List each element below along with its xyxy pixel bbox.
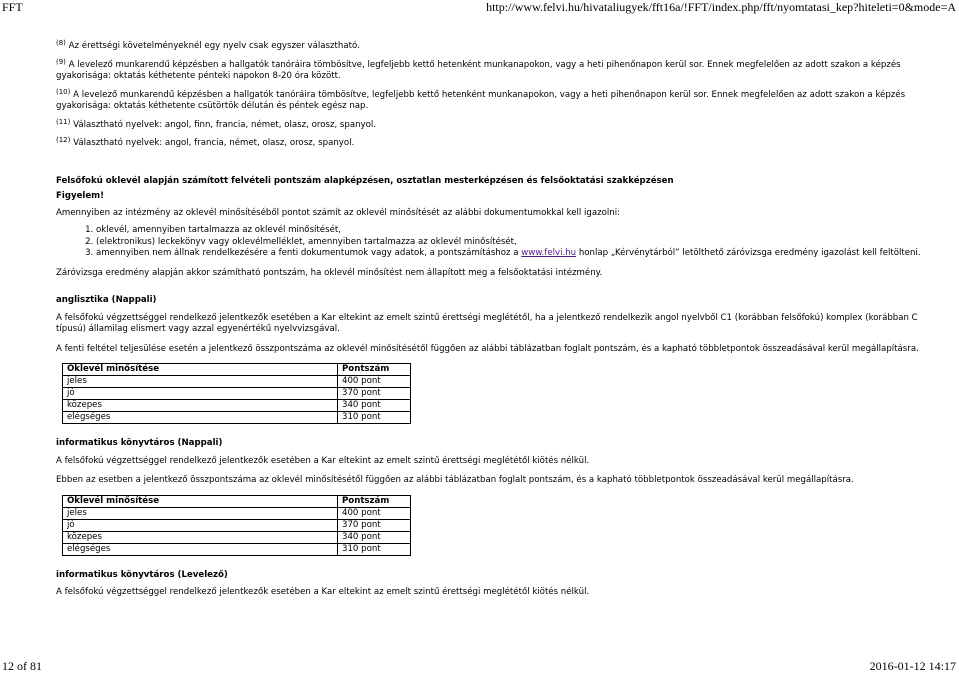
column-header: Pontszám	[338, 495, 411, 507]
program-title-informatikus-levelezo: informatikus könyvtáros (Levelező)	[56, 569, 228, 580]
footnote-11	[56, 117, 936, 132]
grade-cell: közepes	[63, 400, 338, 412]
table-row	[63, 519, 411, 531]
intro-paragraph: Amennyiben az intézmény az oklevél minősítéséből pontot számít az oklevél minősítését az alábbi dokumentumokkal kell igazolni:	[56, 207, 621, 218]
footnote-8	[56, 38, 936, 53]
footnote-text: A levelező munkarendű képzésben a hallgatók tanóráira tömbösítve, legfeljebb kettő hetenként munkanapokon, vagy a heti pihenőnapon kerül sor. Ennek megfelelően az adott szakon a képzés gyakorisága: oktatás kéthetente csütörtök délután és péntek egész nap.	[56, 89, 906, 111]
points-cell: 340 pont	[338, 400, 411, 412]
column-header: Oklevél minősítése	[63, 495, 338, 507]
grade-cell: elégséges	[63, 412, 338, 424]
footnote-number: (11)	[56, 117, 71, 126]
program-title-informatikus-nappali: informatikus könyvtáros (Nappali)	[56, 438, 223, 448]
footnote-number: (12)	[56, 136, 71, 144]
points-cell: 370 pont	[338, 388, 411, 400]
paragraph: A felsőfokú végzettséggel rendelkező jelentkezők esetében a Kar eltekint az emelt szintű érettségi meglététől kiötés nélkül.	[56, 587, 590, 597]
list-item-text: honlap „Kérvénytárból” letölthető záróvizsga eredmény igazolást kell feltölteni.	[576, 248, 921, 258]
footnote-10	[56, 87, 936, 113]
header-title: FFT	[2, 0, 23, 14]
grade-cell: jó	[63, 388, 338, 400]
footnote-text: Választható nyelvek: angol, finn, francia, német, olasz, orosz, spanyol.	[73, 119, 377, 130]
document-list	[56, 225, 936, 260]
header-url: http://www.felvi.hu/hivataliugyek/fft16a/!FFT/index.php/fft/nyomtatasi_kep?hiteleti=0&mode=A	[486, 0, 956, 14]
grade-cell: jeles	[63, 376, 338, 388]
footnote-text: A levelező munkarendű képzésben a hallgatók tanóráira tömbösítve, legfeljebb kettő hetenként munkanapokon, vagy a heti pihenőnapon kerül sor. Ennek megfelelően az adott szakon a képzés gyakorisága: oktatás kéthetente pénteki napokon 8-20 óra között.	[56, 59, 901, 81]
footnote-9	[56, 57, 936, 83]
points-cell: 370 pont	[338, 519, 411, 531]
paragraph: Ebben az esetben a jelentkező összpontszáma az oklevél minősítésétől függően az alábbi táblázatban foglalt pontszám, és a kapható többletpontok összeadásával kerül megállapításra.	[56, 475, 854, 485]
table-header-row	[63, 495, 411, 507]
footnote-number: (10)	[56, 87, 71, 96]
table-row	[63, 412, 411, 424]
table-header-row	[63, 364, 411, 376]
footnote-number: (8)	[56, 39, 66, 47]
points-cell: 310 pont	[338, 412, 411, 424]
points-cell: 400 pont	[338, 507, 411, 519]
list-item: 2. (elektronikus) leckekönyv vagy oklevélmelléklet, amennyiben tartalmazza az oklevél minősítését,	[96, 237, 936, 249]
grade-cell: jeles	[63, 507, 338, 519]
grade-cell: jó	[63, 519, 338, 531]
paragraph: A fenti feltétel teljesülése esetén a jelentkező összpontszáma az oklevél minősítésétől függően az alábbi táblázatban foglalt pontszám, és a kapható többletpontok összeadásával kerül megállapításra.	[56, 343, 919, 354]
table-row	[63, 531, 411, 543]
table-row	[63, 507, 411, 519]
column-header: Oklevél minősítése	[63, 364, 338, 376]
grade-cell: elégséges	[63, 543, 338, 555]
table-row	[63, 543, 411, 555]
list-item	[96, 248, 936, 260]
table-row	[63, 376, 411, 388]
document-body	[56, 38, 936, 604]
paragraph: A felsőfokú végzettséggel rendelkező jelentkezők esetében a Kar eltekint az emelt szintű érettségi meglététől kiötés nélkül.	[56, 455, 590, 466]
points-table	[62, 363, 411, 424]
page-counter: 12 of 81	[2, 659, 42, 673]
points-table	[62, 495, 411, 556]
program-title-anglisztika: anglisztika (Nappali)	[56, 295, 157, 305]
zarovizsga-paragraph: Záróvizsga eredmény alapján akkor számítható pontszám, ha oklevél minősítést nem állapított meg a felsőoktatási intézmény.	[56, 267, 603, 278]
list-item-text: amennyiben nem állnak rendelkezésére a fenti dokumentumok vagy adatok, a pontszámításhoz a	[96, 248, 522, 258]
points-cell: 400 pont	[338, 376, 411, 388]
table-row	[63, 388, 411, 400]
footnote-text: Az érettségi követelményeknél egy nyelv csak egyszer választható.	[68, 41, 360, 51]
section-title: Felsőfokú oklevél alapján számított felvételi pontszám alapképzésen, osztatlan mesterképzésen és felsőoktatási szakképzésen	[56, 175, 674, 186]
footnote-text: Választható nyelvek: angol, francia, német, olasz, orosz, spanyol.	[73, 138, 355, 148]
list-item: 1. oklevél, amennyiben tartalmazza az oklevél minősítését,	[96, 225, 936, 237]
attention-label: Figyelem!	[56, 191, 105, 201]
footnote-number: (9)	[56, 57, 66, 66]
points-cell: 310 pont	[338, 543, 411, 555]
paragraph: A felsőfokú végzettséggel rendelkező jelentkezők esetében a Kar eltekint az emelt szintű érettségi meglététől, ha a jelentkező rendelkezik angol nyelvből C1 (korábban felsőfokú) komplex (korábban C típusú) államilag elismert vagy azzal egyenértékű nyelvvizsgával.	[56, 312, 918, 334]
grade-cell: közepes	[63, 531, 338, 543]
print-timestamp: 2016-01-12 14:17	[869, 659, 956, 673]
felvi-link[interactable]: www.felvi.hu	[521, 248, 577, 258]
points-cell: 340 pont	[338, 531, 411, 543]
footnote-12	[56, 135, 936, 150]
table-row	[63, 400, 411, 412]
column-header: Pontszám	[338, 364, 411, 376]
